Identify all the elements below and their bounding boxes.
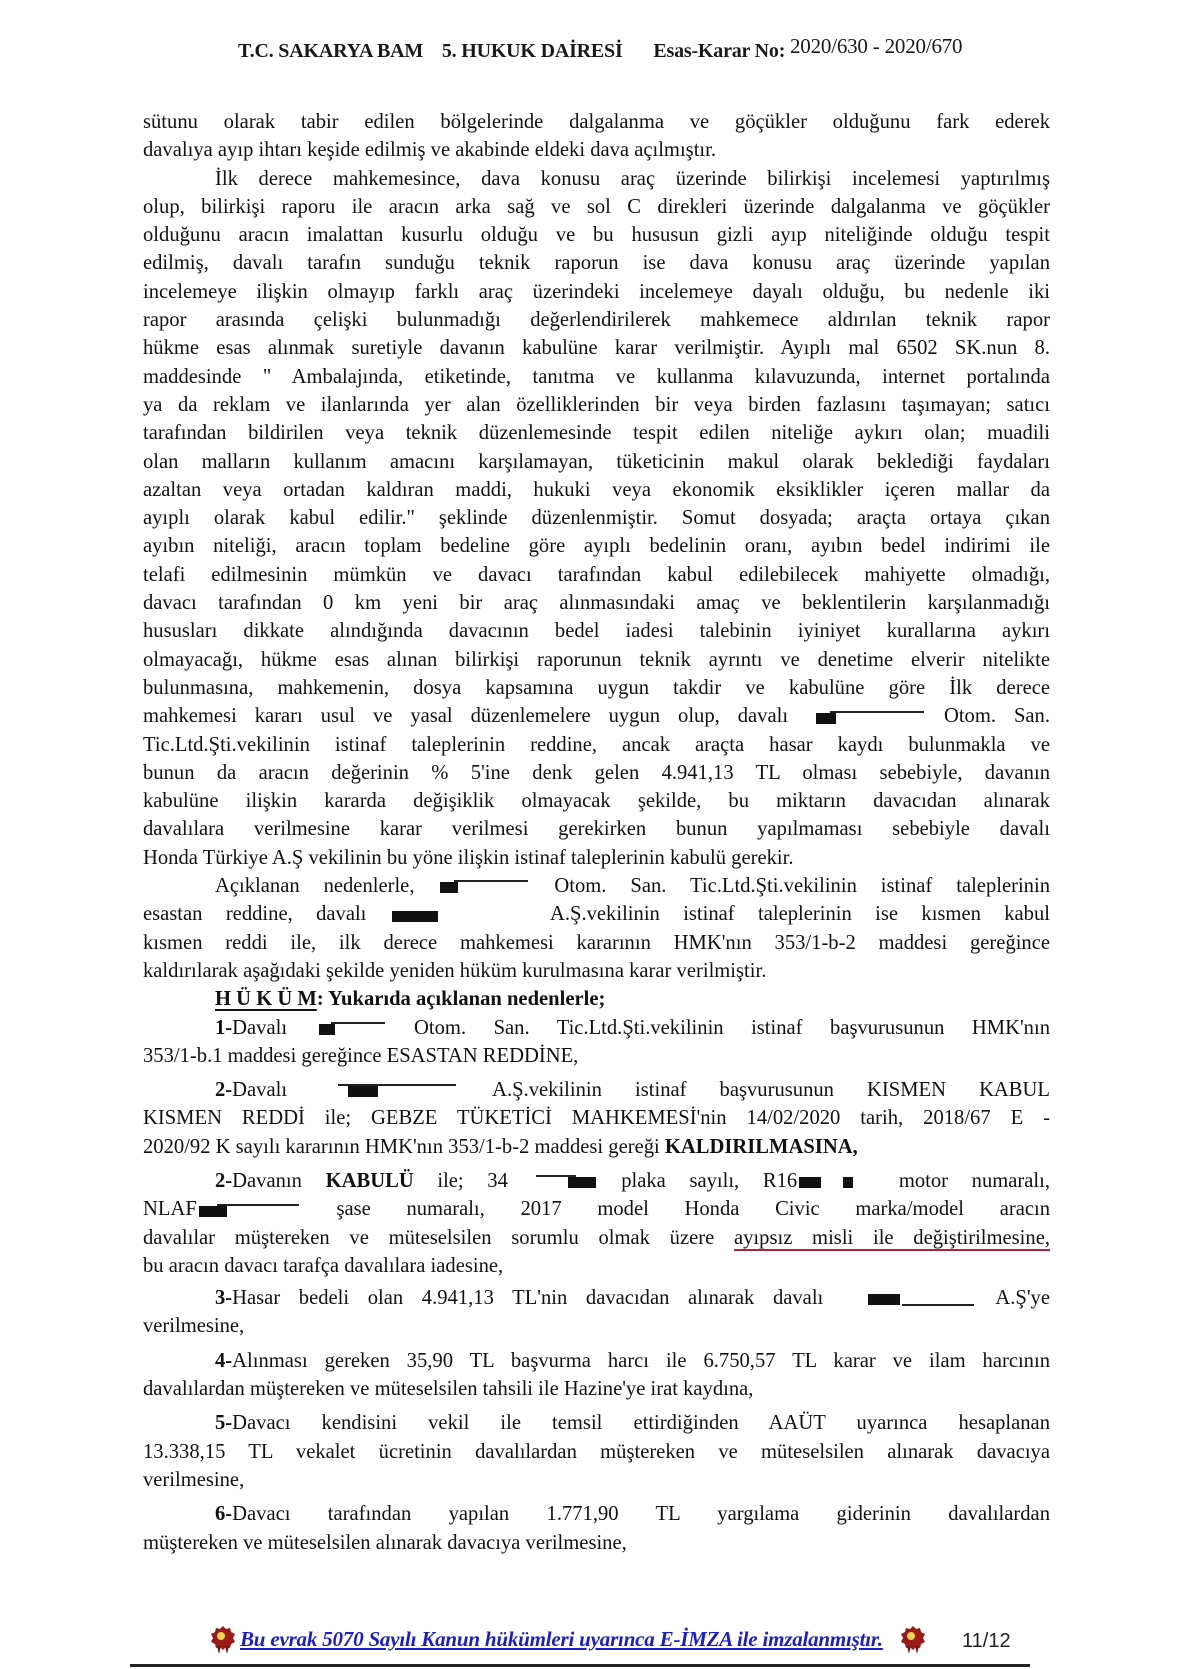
text-line: ayıplı olarak kabul edilir." şeklinde düzenlenmiştir. Somut dosyada; araçta ortaya çıkan [143,507,1050,530]
item-number: 3- [215,1287,233,1310]
hukum-subtitle: : Yukarıda açıklanan nedenlerle; [316,988,606,1011]
text-line [143,702,1050,730]
redacted-name [842,1292,978,1306]
text-fragment: KABULÜ [325,1169,414,1192]
item-number: 2- [215,1169,233,1192]
text-fragment: Otom. San. Tic.Ltd.Şti.vekilinin istinaf başvurusunun HMK'nın [414,1016,1050,1039]
text-line: telafi edilmesinin mümkün ve davacı tarafından kabul edilebilecek mahiyette olmadığı, [143,563,1050,586]
hukum-title: H Ü K Ü M [215,988,317,1011]
text-line: 353/1-b.1 maddesi gereğince ESASTAN REDDİNE, [143,1044,579,1067]
text-fragment: Otom. San. [943,705,1050,728]
redacted-name [438,880,530,894]
text-fragment: Açıklanan nedenlerle, [215,875,415,898]
item-number: 1- [215,1016,233,1039]
text-line: incelemeye ilişkin olmayıp farklı araç üzerindeki incelemeye dayalı olduğu, bu nedenle iki [143,280,1050,303]
text-line: verilmesine, [143,1315,245,1338]
department-name: 5. HUKUK DAİRESİ [441,40,623,62]
highlighted-phrase: ayıpsız misli ile değiştirilmesine, [734,1226,1050,1249]
text-line: davalılardan müştereken ve müteselsilen tahsili ile Hazine'ye irat kaydına, [143,1378,754,1401]
redacted-name [390,909,528,923]
text-line: Tic.Ltd.Şti.vekilinin istinaf taleplerinin reddine, ancak araçta hasar kaydı bulunmakla ve [143,733,1050,756]
text-line: kabulüne ilişkin kararda değişiklik olmayacak şekilde, bu miktarın davacıdan alınarak [143,790,1050,813]
text-line: olmayacağı, hükme esas alınan bilirkişi raporunun teknik ayrıntı ve denetime elverir nitelikte [143,648,1050,671]
e-signature-notice-link[interactable]: Bu evrak 5070 Sayılı Kanun hükümleri uyarınca E-İMZA ile imzalanmıştır. [240,1627,883,1651]
text-line [143,1224,1050,1252]
text-line [143,900,1050,928]
item-number: 4- [215,1349,233,1372]
hukum-item-2 [143,1076,1050,1104]
text-line: sütunu olarak tabir edilen bölgelerinde dalgalanma ve göçükler olduğunu fark ederek [143,111,1050,133]
text-fragment: motor numaralı, [898,1169,1051,1192]
text-line: ayıbın niteliği, aracın toplam bedeline göre ayıplı bedelinin oranı, ayıbın bedel indirimi ile [143,535,1050,558]
footer-divider [130,1664,1030,1667]
text-fragment: Hasar bedeli olan 4.941,13 TL'nin davacıdan alınarak davalı [232,1287,824,1310]
item-number: 2- [215,1079,233,1102]
item-number: 5- [215,1412,233,1435]
text-fragment: A.Ş.vekilinin istinaf taleplerinin ise kısmen kabul [550,903,1050,926]
hukum-item-6 [143,1500,1050,1528]
text-line: olan malların kullanım amacını karşılamayan, tüketicinin makul olarak beklediği faydaları [143,450,1050,473]
case-number: 2020/630 - 2020/670 [790,34,963,58]
text-line: davacı tarafından 0 km yeni bir araç alınmasındaki amaç ve beklentilerin karşılanmadığı [143,592,1050,615]
text-fragment: mahkemesi kararı usul ve yasal düzenlemelere uygun olup, davalı [143,705,789,728]
text-line: 13.338,15 TL vekalet ücretinin davalılardan müştereken ve müteselsilen alınarak davacıya [143,1440,1050,1463]
redacted-engine-number [797,1175,875,1189]
page-number: 11/12 [962,1630,1011,1652]
text-line: azaltan veya ortadan kaldıran maddi, hukuki veya ekonomik eksiklikler içeren mallar da [143,478,1050,501]
document-footer [210,1625,1050,1657]
redacted-chassis-number [197,1204,301,1218]
text-line: verilmesine, [143,1468,245,1491]
text-fragment: A.Ş'ye [995,1287,1050,1310]
text-fragment: Davanın [232,1169,302,1192]
text-fragment: KALDIRILMASINA, [664,1135,858,1158]
item-number: 6- [215,1503,233,1526]
text-line: ya da reklam ve ilanlarında yer alan özelliklerinden bir veya birden fazlasını taşımayan; satıcı [143,393,1050,416]
text-fragment: davalılar müştereken ve müteselsilen sorumlu olmak üzere [143,1226,715,1249]
text-fragment: plaka sayılı, R16 [621,1169,798,1192]
hukum-item-3 [143,1284,1050,1312]
text-line: kaldırılarak aşağıdaki şekilde yeniden hüküm kurulmasına karar verilmiştir. [143,959,767,982]
text-fragment: Otom. San. Tic.Ltd.Şti.vekilinin istinaf taleplerinin [554,875,1051,898]
text-fragment: A.Ş.vekilinin istinaf başvurusunun KISMEN KABUL [492,1079,1050,1102]
text-line: bunun da aracın değerinin % 5'ine denk gelen 4.941,13 TL olması sebebiyle, davanın [143,761,1050,784]
text-line: maddesinde " Ambalajında, etiketinde, tanıtma ve kullanma kılavuzunda, internet portalında [143,365,1050,388]
text-fragment: esastan reddine, davalı [143,903,367,926]
text-line: edilmiş, davalı tarafın sunduğu teknik raporun ise dava konusu araç üzerinde yapılan [143,252,1050,275]
redacted-name [806,711,926,725]
text-line: Honda Türkiye A.Ş vekilinin bu yöne ilişkin istinaf taleplerinin kabulü gerekir. [143,846,794,869]
hukum-item-4 [143,1347,1050,1375]
court-name: T.C. SAKARYA BAM [238,40,424,62]
text-line: hükme esas alınmak suretiyle davanın kabulüne karar verilmiştir. Ayıplı mal 6502 SK.nun 8. [143,337,1050,360]
hukum-heading [143,985,1050,1013]
text-line: hususları dikkate alındığında davacının bedel iadesi talebinin iyiniyet kurallarına aykırı [143,620,1050,643]
text-fragment: Alınması gereken 35,90 TL başvurma harcı ile 6.750,57 TL karar ve ilam harcının [232,1349,1050,1372]
text-fragment: Davacı tarafından yapılan 1.771,90 TL yargılama giderinin davalılardan [232,1503,1050,1526]
text-line [143,872,1050,900]
text-fragment: ile; 34 [437,1169,508,1192]
text-line: bulunmasına, mahkemenin, dosya kapsamına uygun takdir ve kabulüne göre İlk derece [143,676,1050,699]
hukum-item-1 [143,1014,1050,1042]
redacted-plate [532,1175,598,1189]
e-signature-seal-icon [900,1625,926,1655]
e-signature-seal-icon [210,1625,236,1655]
hukum-item-2b [143,1167,1050,1195]
text-line: bu aracın davacı tarafça davalılara iadesine, [143,1254,504,1277]
text-line [143,1195,1050,1223]
text-fragment: Davalı [232,1079,288,1102]
text-line: rapor arasında çelişki bulunmadığı değerlendirilerek mahkemece aldırılan teknik rapor [143,309,1050,332]
text-fragment: şase numaralı, 2017 model Honda Civic marka/model aracın [336,1198,1050,1221]
text-fragment: Davacı kendisini vekil ile temsil ettirdiğinden AAÜT uyarınca hesaplanan [232,1412,1050,1435]
text-line: müştereken ve müteselsilen alınarak davacıya verilmesine, [143,1531,627,1554]
text-fragment: 2020/92 K sayılı kararının HMK'nın 353/1-b-2 maddesi gereği [143,1135,660,1158]
document-body [143,108,1050,1557]
text-fragment: NLAF [143,1198,197,1221]
text-line: tarafından bildirilen veya teknik düzenlemesinde tespit edilen niteliğe aykırı olan; muadili [143,422,1050,445]
case-label: Esas-Karar No: [653,40,786,62]
redacted-name [315,1022,387,1036]
text-line: KISMEN REDDİ ile; GEBZE TÜKETİCİ MAHKEMESİ'nin 14/02/2020 tarih, 2018/67 E - [143,1107,1050,1130]
text-line: kısmen reddi ile, ilk derece mahkemesi kararının HMK'nın 353/1-b-2 maddesi gereğince [143,931,1050,954]
document-header [238,34,963,63]
text-line: olduğunu aracın imalattan kusurlu olduğu ve bu hususun gizli ayıp niteliğinde olduğu tespit [143,224,1050,247]
text-line [143,1133,1050,1161]
text-line: olup, bilirkişi raporu ile aracın arka sağ ve sol C direkleri üzerinde dalgalanma ve göçükler [143,195,1050,218]
text-fragment: Davalı [232,1016,288,1039]
text-line: İlk derece mahkemesince, dava konusu araç üzerinde bilirkişi incelemesi yaptırılmış [215,167,1050,190]
redacted-name [320,1084,460,1098]
hukum-item-5 [143,1409,1050,1437]
text-line: davalıya ayıp ihtarı keşide edilmiş ve akabinde eldeki dava açılmıştır. [143,139,717,162]
text-line: davalılara verilmesine karar verilmesi gerekirken bunun yapılmaması sebebiyle davalı [143,818,1050,841]
